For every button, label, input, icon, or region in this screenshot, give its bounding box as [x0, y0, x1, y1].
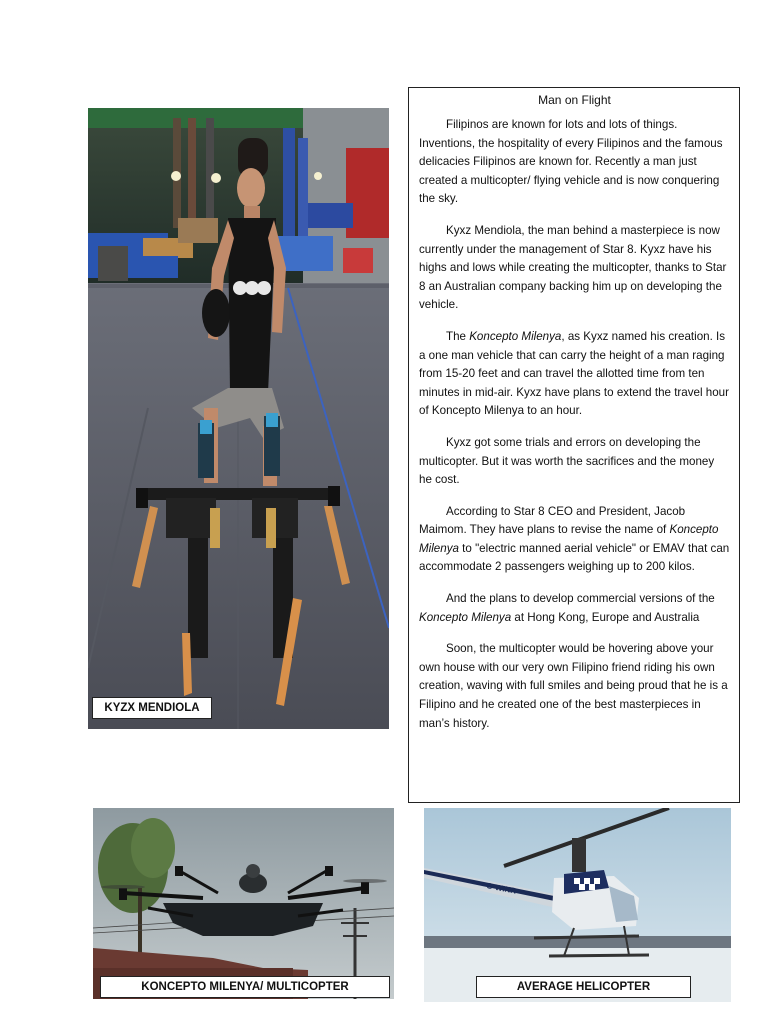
multicopter-caption: KONCEPTO MILENYA/ MULTICOPTER — [100, 976, 390, 998]
paragraph-1: Filipinos are known for lots and lots of things. Inventions, the hospitality of every Filipinos and the famous delicacies Filipinos are known for. Recently a man just created a multicopter/ flying vehicle and is now conquering the sky. — [419, 118, 723, 206]
main-photo-caption: KYZX MENDIOLA — [92, 697, 212, 719]
helicopter-registration: G-WINR — [485, 881, 517, 896]
emphasis-koncepto: Koncepto Milenya — [469, 329, 562, 343]
article-title: Man on Flight — [538, 93, 611, 107]
paragraph-2: Kyxz Mendiola, the man behind a masterpiece is now currently under the management of Star 8. Kyxz have his highs and lows while creating the multicopter, thanks to Star 8 an Australian company backing him up on developing the vehicle. — [419, 223, 727, 312]
paragraph-6: And the plans to develop commercial versions of the Koncepto Milenya at Hong Kong, Europe and Australia — [419, 592, 715, 624]
kyzx-mendiola-photo — [88, 108, 389, 729]
paragraph-5: According to Star 8 CEO and President, Jacob Maimom. They have plans to revise the name of Koncepto Milenya to "electric manned aerial vehicle" or EMAV that can accommodate 2 passengers weighing up to 200 kilos. — [419, 504, 730, 574]
paragraph-4: Kyxz got some trials and errors on developing the multicopter. But it was worth the sacrifices and the money he cost. — [419, 435, 715, 487]
article-box — [408, 87, 740, 803]
emphasis-koncepto: Koncepto Milenya — [419, 523, 719, 555]
multicopter-photo — [93, 808, 394, 999]
paragraph-3: The Koncepto Milenya, as Kyxz named his creation. Is a one man vehicle that can carry the height of a man raging from 15-20 feet and can travel the allotted time from ten minutes in mid-air. Kyxz have plans to extend the travel hour of Koncepto Milenya to an hour. — [419, 329, 729, 418]
emphasis-koncepto: Koncepto Milenya — [419, 610, 512, 624]
helicopter-caption: AVERAGE HELICOPTER — [476, 976, 691, 998]
paragraph-7: Soon, the multicopter would be hovering above your own house with our very own Filipino friend riding his own creation, waving with full smiles and being proud that he is a Filipino and he created one of the best masterpieces in man’s history. — [419, 642, 728, 730]
helicopter-photo — [424, 808, 731, 1002]
